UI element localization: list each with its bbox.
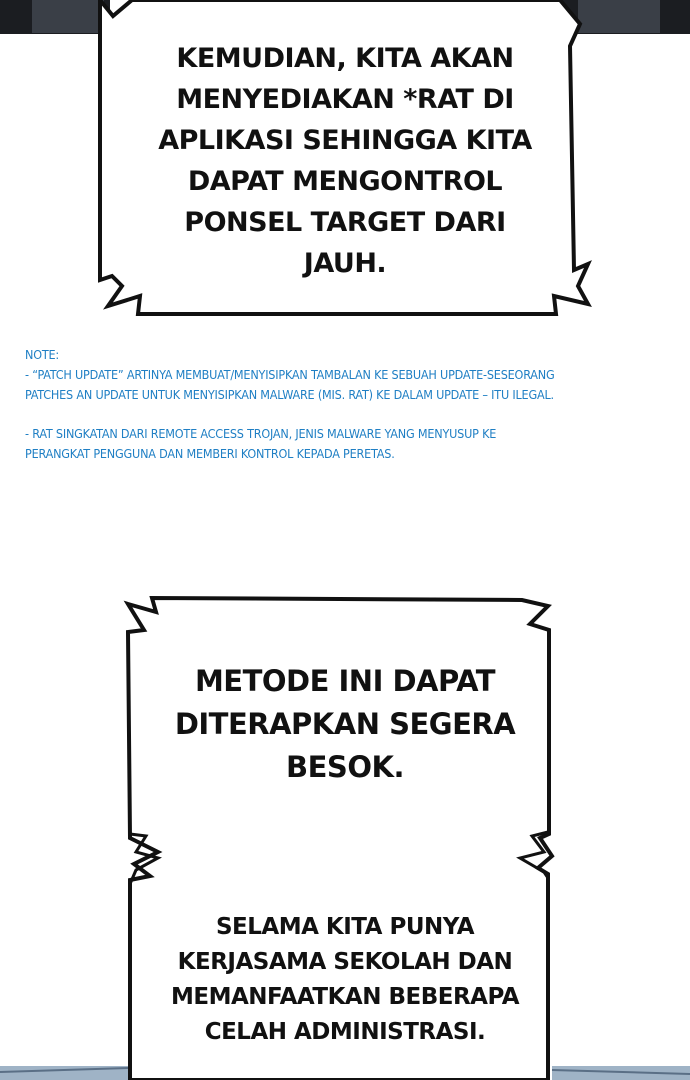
caption-bottom-a	[150, 660, 540, 789]
next-panel-strip	[0, 1066, 690, 1080]
note-line: PERANGKAT PENGGUNA DAN MEMBERI KONTROL KEPADA PERETAS.	[25, 446, 395, 461]
caption-bottom-b	[135, 910, 555, 1050]
translator-note	[25, 345, 675, 464]
note-line: - RAT SINGKATAN DARI REMOTE ACCESS TROJAN, JENIS MALWARE YANG MENYUSUP KE	[25, 426, 497, 441]
note-heading: NOTE:	[25, 347, 60, 362]
caption-line: MEMANFAATKAN BEBERAPA	[170, 984, 520, 1010]
caption-line: METODE INI DAPAT	[194, 664, 496, 698]
caption-line: SELAMA KITA PUNYA	[215, 914, 475, 940]
caption-line: APLIKASI SEHINGGA KITA	[158, 125, 532, 156]
note-line: PATCHES AN UPDATE UNTUK MENYISIPKAN MALWARE (MIS. RAT) KE DALAM UPDATE – ITU ILEGAL.	[25, 387, 554, 402]
note-spacer	[25, 405, 675, 424]
caption-line: BESOK.	[286, 750, 404, 784]
caption-line: JAUH.	[303, 248, 387, 279]
caption-line: MENYEDIAKAN *RAT DI	[176, 84, 514, 115]
caption-line: PONSEL TARGET DARI	[184, 207, 506, 238]
note-line: - “PATCH UPDATE” ARTINYA MEMBUAT/MENYISIPKAN TAMBALAN KE SEBUAH UPDATE-SESEORANG	[25, 367, 555, 382]
caption-line: DAPAT MENGONTROL	[187, 166, 503, 197]
caption-line: KERJASAMA SEKOLAH DAN	[177, 949, 513, 975]
caption-line: DITERAPKAN SEGERA	[174, 707, 516, 741]
caption-line: CELAH ADMINISTRASI.	[204, 1019, 486, 1045]
caption-line: KEMUDIAN, KITA AKAN	[176, 43, 514, 74]
caption-top	[140, 38, 550, 284]
